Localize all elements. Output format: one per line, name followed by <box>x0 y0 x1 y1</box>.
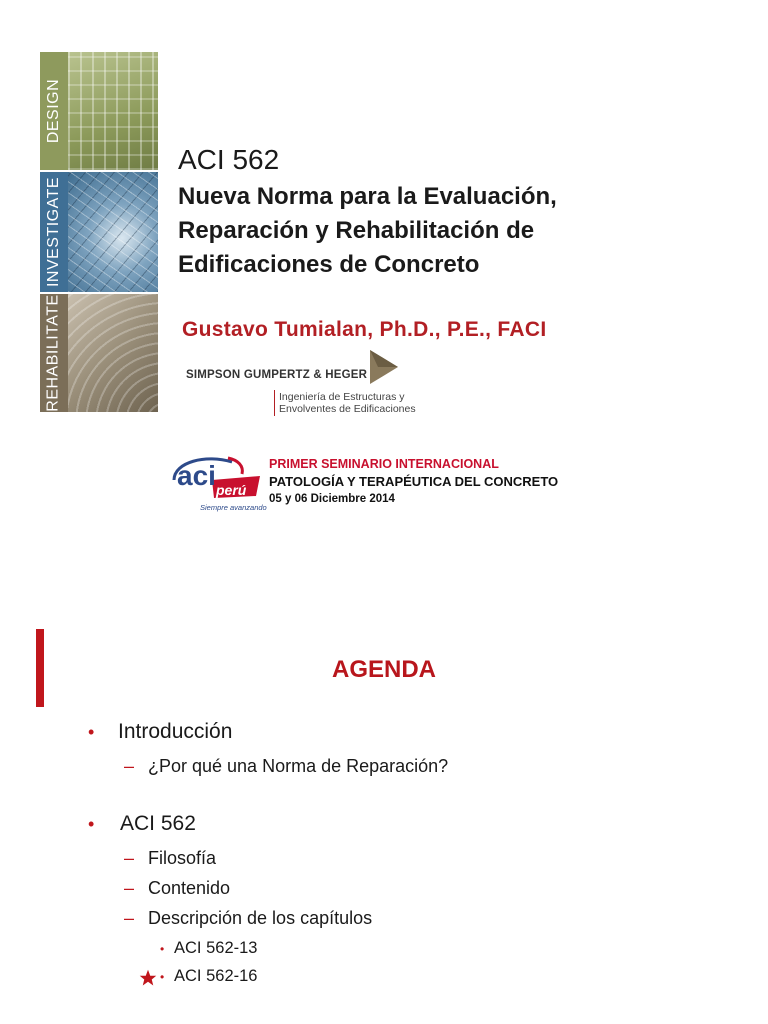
agenda-subsubitem <box>160 939 257 958</box>
bullet: – <box>124 878 135 898</box>
agenda-slide <box>0 580 768 1024</box>
rehabilitate-label: REHABILITATE <box>45 294 62 412</box>
aci-peru-logo <box>166 452 266 516</box>
agenda-item-text: ACI 562 <box>120 812 196 835</box>
agenda-subsubitem <box>160 967 257 986</box>
seminar-date: 05 y 06 Diciembre 2014 <box>269 493 395 505</box>
aci-slogan: Siempre avanzando <box>200 503 267 512</box>
bullet: – <box>124 908 135 928</box>
cracked-glass-photo <box>68 172 158 292</box>
presentation-subtitle <box>178 180 738 282</box>
sgh-logo <box>186 350 426 420</box>
sgh-tagline: Ingeniería de Estructuras y <box>279 391 405 403</box>
aci-wordmark: aci <box>177 460 216 491</box>
sgh-triangle-icon <box>370 350 398 384</box>
agenda-subitem <box>124 848 216 869</box>
agenda-title: AGENDA <box>331 656 436 683</box>
building-facade-photo <box>68 52 158 170</box>
bullet: • <box>88 722 95 742</box>
agenda-item <box>88 720 232 744</box>
agenda-item-text: ¿Por qué una Norma de Reparación? <box>148 756 449 776</box>
bullet: – <box>124 756 135 776</box>
agenda-item-text: ACI 562-13 <box>174 939 258 957</box>
subtitle-line: Nueva Norma para la Evaluación, <box>178 183 557 210</box>
bullet: • <box>160 942 165 956</box>
agenda-subitem <box>124 908 372 929</box>
bullet: – <box>124 848 135 868</box>
investigate-image-panel <box>40 172 158 292</box>
agenda-subitem <box>124 756 448 777</box>
rehabilitate-image-panel <box>40 294 158 412</box>
sgh-company-name: SIMPSON GUMPERTZ & HEGER <box>186 369 368 381</box>
subtitle-line: Edificaciones de Concreto <box>178 251 480 278</box>
agenda-subitem <box>124 878 230 899</box>
seminar-topic: PATOLOGÍA Y TERAPÉUTICA DEL CONCRETO <box>269 474 559 489</box>
sgh-tagline: Envolventes de Edificaciones <box>279 403 416 415</box>
aci-country: perú <box>216 482 247 498</box>
subtitle-line: Reparación y Rehabilitación de <box>178 217 535 244</box>
bullet: • <box>160 970 165 984</box>
agenda-item-text: ACI 562-16 <box>174 967 258 985</box>
agenda-item-text: Descripción de los capítulos <box>148 908 373 928</box>
agenda-item-text: Contenido <box>148 878 231 898</box>
seminar-name: PRIMER SEMINARIO INTERNACIONAL <box>269 457 499 471</box>
agenda-item-text: Introducción <box>118 720 233 743</box>
presentation-title: ACI 562 <box>178 144 280 175</box>
author-name: Gustavo Tumialan, Ph.D., P.E., FACI <box>182 318 547 341</box>
agenda-item-text: Filosofía <box>148 848 217 868</box>
design-label: DESIGN <box>45 78 62 144</box>
sgh-divider <box>274 390 275 416</box>
design-image-panel <box>40 52 158 170</box>
star-icon <box>139 969 157 987</box>
bullet: • <box>88 814 95 834</box>
dome-interior-photo <box>68 294 158 412</box>
investigate-label: INVESTIGATE <box>45 176 63 288</box>
agenda-item <box>88 812 196 836</box>
